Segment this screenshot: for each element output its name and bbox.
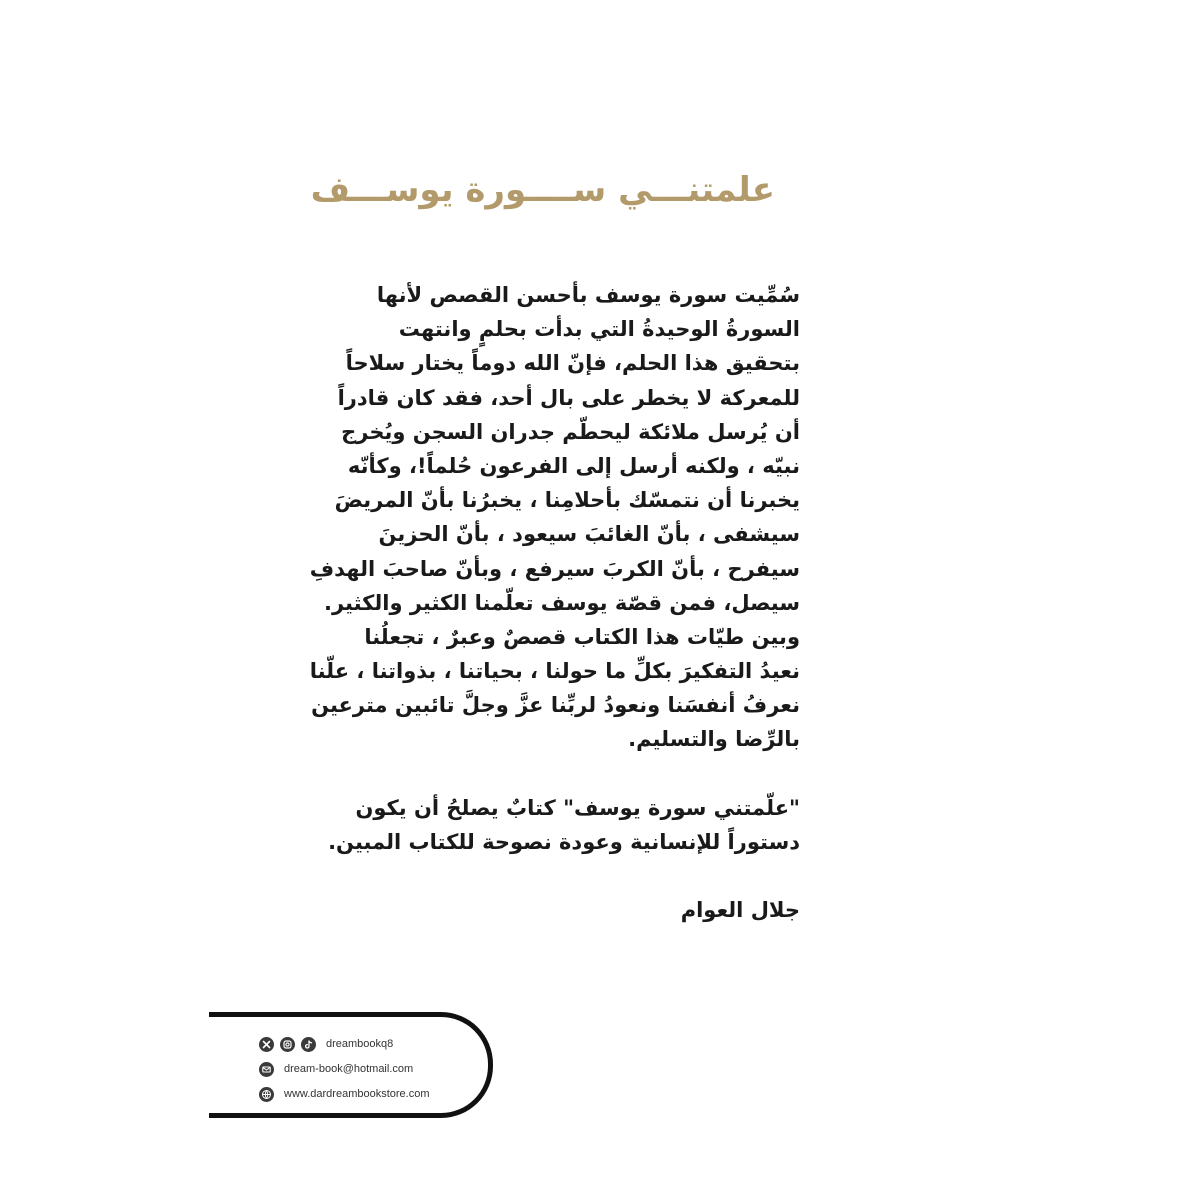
- paragraph-gap: [372, 859, 800, 893]
- mail-icon: [259, 1062, 274, 1077]
- globe-icon: [259, 1087, 274, 1102]
- email-link[interactable]: dream-book@hotmail.com: [284, 1063, 414, 1075]
- foreword-line: نعرفُ أنفسَنا ونعودُ لربِّنا عزَّ وجلَّ تائبين مترعين: [311, 693, 800, 718]
- foreword-line: سُمِّيت سورة يوسف بأحسن القصص لأنها: [376, 283, 800, 307]
- foreword-line: للمعركة لا يخطر على بال أحد، فقد كان قادراً: [337, 385, 800, 410]
- foreword-line: السورةُ الوحيدةُ التي بدأت بحلمٍ وانتهت: [398, 317, 800, 342]
- foreword-line: نعيدُ التفكيرَ بكلِّ ما حولنا ، بحياتنا ، بذواتنا ، علّنا: [309, 659, 800, 684]
- foreword-line: وبين طيّات هذا الكتاب قصصٌ وعبرٌ ، تجعلُنا: [364, 624, 800, 649]
- website-link[interactable]: www.dardreambookstore.com: [284, 1088, 430, 1100]
- closing-line: دستوراً للإنسانية وعودة نصوحة للكتاب المبين.: [328, 830, 800, 854]
- page-title: علمتنـــي ســــورة يوســـف: [310, 170, 775, 210]
- contact-card: [209, 1012, 493, 1118]
- foreword-line: بالرِّضا والتسليم.: [628, 727, 800, 752]
- email-row: [259, 1061, 413, 1077]
- paragraph-gap: [372, 757, 800, 791]
- foreword-line: سيصل، فمن قصّة يوسف تعلّمنا الكثير والكثير.: [323, 590, 800, 615]
- instagram-icon[interactable]: [280, 1037, 295, 1052]
- social-handle[interactable]: dreambookq8: [326, 1038, 394, 1050]
- tiktok-icon[interactable]: [301, 1037, 316, 1052]
- foreword-line: نبيّه ، ولكنه أرسل إلى الفرعون حُلماً!، وكأنّه: [347, 453, 800, 478]
- closing-line: "علّمتني سورة يوسف" كتابٌ يصلحُ أن يكون: [355, 795, 800, 820]
- author-name: جلال العوام: [680, 898, 800, 923]
- social-row: [259, 1036, 393, 1052]
- foreword-text: [309, 278, 800, 928]
- foreword-line: سيشفى ، بأنّ الغائبَ سيعود ، بأنّ الحزينَ: [378, 522, 800, 547]
- website-row: [259, 1086, 430, 1102]
- foreword-line: يخبرنا أن نتمسّك بأحلامِنا ، يخبرُنا بأنّ المريضَ: [334, 488, 800, 513]
- foreword-line: سيفرح ، بأنّ الكربَ سيرفع ، وبأنّ صاحبَ الهدفِ: [309, 556, 800, 581]
- foreword-line: أن يُرسل ملائكة ليحطّم جدران السجن ويُخرج: [341, 419, 800, 444]
- foreword-line: بتحقيق هذا الحلم، فإنّ الله دوماً يختار سلاحاً: [345, 351, 800, 376]
- x-icon[interactable]: [259, 1037, 274, 1052]
